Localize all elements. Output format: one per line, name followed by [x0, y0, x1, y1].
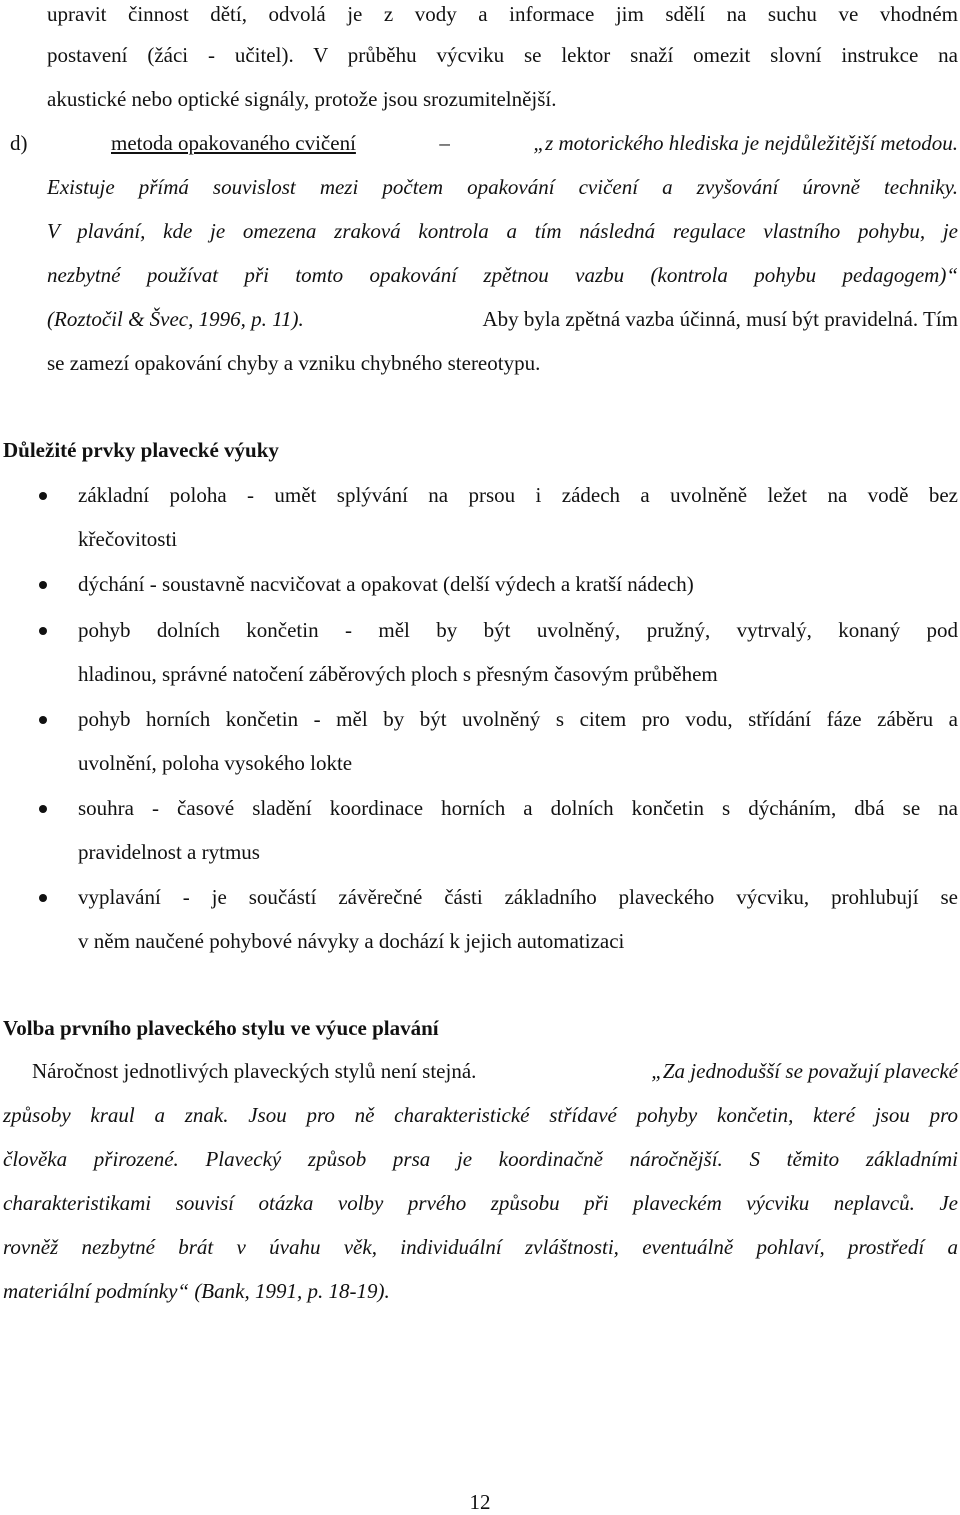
list-item-5-line2: pravidelnost a rytmus [78, 840, 260, 864]
section2-heading: Volba prvního plaveckého stylu ve výuce plavání [3, 1016, 439, 1040]
section2-line2: způsoby kraul a znak. Jsou pro ně charakteristické střídavé pohyby končetin, které jsou pro [3, 1103, 958, 1127]
bullet-icon [39, 894, 47, 902]
list-item-1-line2: křečovitosti [78, 527, 178, 551]
item-d-citation: (Roztočil & Švec, 1996, p. 11). [47, 307, 304, 331]
item-d-line5 [47, 305, 958, 349]
item-d-line1 [10, 129, 958, 173]
item-d-quote-start: „z motorického hlediska je nejdůležitější metodou. [533, 131, 958, 155]
list-item-3-line2: hladinou, správné natočení záběrových ploch s přesným časovým průběhem [78, 662, 718, 686]
item-d-term: metoda opakovaného cvičení [111, 131, 356, 155]
section2-line1 [32, 1057, 958, 1101]
list-item-2-line1: dýchání - soustavně nacvičovat a opakovat (delší výdech a kratší nádech) [78, 572, 694, 596]
list-item-6-line2: v něm naučené pohybové návyky a dochází k jejich automatizaci [78, 929, 625, 953]
item-d-line4: nezbytné používat při tomto opakování zpětnou vazbu (kontrola pohybu pedagogem)“ [47, 263, 958, 287]
page-number: 12 [469, 1490, 491, 1514]
bullet-icon [39, 716, 47, 724]
bullet-icon [39, 627, 47, 635]
item-d-line2: Existuje přímá souvislost mezi počtem opakování cvičení a zvyšování úrovně techniky. [47, 175, 958, 199]
para1-line3: akustické nebo optické signály, protože jsou srozumitelnější. [47, 87, 557, 111]
section2-line3: člověka přirozené. Plavecký způsob prsa je koordinačně náročnější. S těmito základními [3, 1147, 958, 1171]
item-d-line6: se zamezí opakování chyby a vzniku chybného stereotypu. [47, 351, 541, 375]
section2-quote-start: „Za jednodušší se považují plavecké [651, 1059, 958, 1083]
section2-line6: materiální podmínky“ (Bank, 1991, p. 18-19). [3, 1279, 390, 1303]
section1-heading: Důležité prvky plavecké výuky [3, 438, 279, 462]
bullet-icon [39, 581, 47, 589]
para1-line2: postavení (žáci - učitel). V průběhu výcviku se lektor snaží omezit slovní instrukce na [47, 43, 958, 67]
item-d-marker: d) [10, 131, 28, 155]
list-item-5-line1: souhra - časové sladění koordinace horních a dolních končetin s dýcháním, dbá se na [78, 796, 958, 820]
item-d-dash: – [439, 131, 450, 155]
list-item-4-line2: uvolnění, poloha vysokého lokte [78, 751, 353, 775]
list-item-4-line1: pohyb horních končetin - měl by být uvolněný s citem pro vodu, střídání fáze záběru a [78, 707, 958, 731]
para1-line1: upravit činnost dětí, odvolá je z vody a informace jim sdělí na suchu ve vhodném [47, 2, 958, 26]
list-item-6-line1: vyplavání - je součástí závěrečné části základního plaveckého výcviku, prohlubují se [78, 885, 958, 909]
bullet-icon [39, 805, 47, 813]
item-d-line3: V plavání, kde je omezena zraková kontrola a tím následná regulace vlastního pohybu, je [47, 219, 958, 243]
item-d-line5-text: Aby byla zpětná vazba účinná, musí být pravidelná. Tím [482, 307, 958, 331]
bullet-icon [39, 492, 47, 500]
section2-line5: rovněž nezbytné brát v úvahu věk, individuální zvláštnosti, eventuálně pohlaví, prostředí a [3, 1235, 958, 1259]
list-item-3-line1: pohyb dolních končetin - měl by být uvolněný, pružný, vytrvalý, konaný pod [78, 618, 958, 642]
list-item-1-line1: základní poloha - umět splývání na prsou i zádech a uvolněně ležet na vodě bez [78, 483, 958, 507]
section2-line1-text: Náročnost jednotlivých plaveckých stylů není stejná. [32, 1059, 477, 1083]
section2-line4: charakteristikami souvisí otázka volby prvého způsobu při plaveckém výcviku neplavců. Je [3, 1191, 958, 1215]
